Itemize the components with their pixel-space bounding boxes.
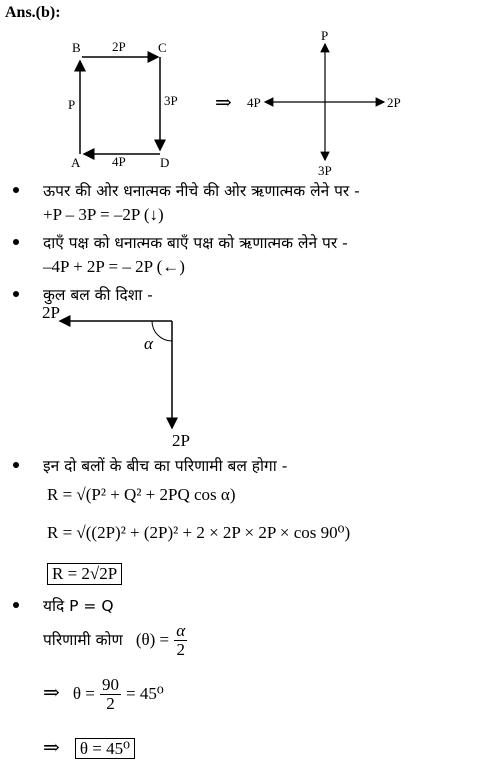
label-d: D (160, 155, 170, 170)
alpha-fraction: $\frac{\alpha}{2}$ (176, 621, 186, 659)
label-angle: α (144, 334, 153, 353)
bullet-4-text: इन दो बलों के बीच का परिणामी बल होगा - (43, 457, 288, 475)
label-a: A (71, 155, 81, 170)
bullet-dot (13, 187, 19, 193)
label-right-force: 3P (164, 93, 178, 108)
equation-r2: R = √((2P)² + (2P)² + 2 × 2P × 2P × cos 90⁰) (47, 523, 351, 542)
label-left-result: 4P (247, 95, 261, 110)
bullet-3-text: कुल बल की दिशा - (43, 286, 153, 304)
label-up-force: P (321, 30, 329, 43)
label-top-force: 2P (42, 303, 60, 322)
implies-symbol: ⇒ (215, 92, 232, 114)
force-diagram-perpendicular (30, 300, 230, 450)
bullet-dot (13, 462, 19, 468)
ninety-fraction: $\frac{90}{2}$ (101, 675, 119, 713)
label-right-result: 2P (387, 95, 401, 110)
equation-r1: R = √(P² + Q² + 2PQ cos α) (47, 485, 236, 504)
bullet-5-text: यदि P = Q (43, 597, 114, 615)
implies-symbol: ⇒ (43, 737, 60, 759)
bullet-1-equation: +P – 3P = –2P (↓) (43, 205, 164, 224)
force-diagram-rectangle (60, 30, 420, 180)
label-top-force: 2P (112, 39, 126, 54)
equation-r3-boxed: R = 2√2P (47, 563, 122, 585)
label-down-force: 3P (318, 163, 332, 178)
bullet-2-equation: –4P + 2P = – 2P (←) (43, 257, 185, 276)
bullet-dot (13, 239, 19, 245)
theta-lhs: (θ) = (135, 630, 170, 649)
angle-label: परिणामी कोण (43, 631, 123, 649)
label-c: C (158, 40, 167, 55)
label-b: B (72, 40, 81, 55)
angle-equation (43, 622, 187, 659)
implies-symbol: ⇒ (43, 682, 60, 704)
theta-step: ⇒ θ = $\frac{90}{2}$ = 45⁰ (43, 675, 164, 713)
bullet-1-text: ऊपर की ओर धनात्मक नीचे की ओर ऋणात्मक लेने पर - (43, 182, 360, 200)
answer-heading: Ans.(b): (5, 4, 61, 21)
label-bottom-force: 4P (112, 154, 126, 169)
label-left-force: P (68, 97, 76, 112)
label-bottom-force: 2P (172, 431, 190, 450)
bullet-dot (13, 291, 19, 297)
bullet-dot (13, 602, 19, 608)
theta-final (43, 735, 135, 760)
final-answer-boxed: θ = 45⁰ (75, 738, 135, 759)
bullet-2-text: दाएँ पक्ष को धनात्मक बाएँ पक्ष को ऋणात्मक लेने पर - (43, 234, 348, 252)
